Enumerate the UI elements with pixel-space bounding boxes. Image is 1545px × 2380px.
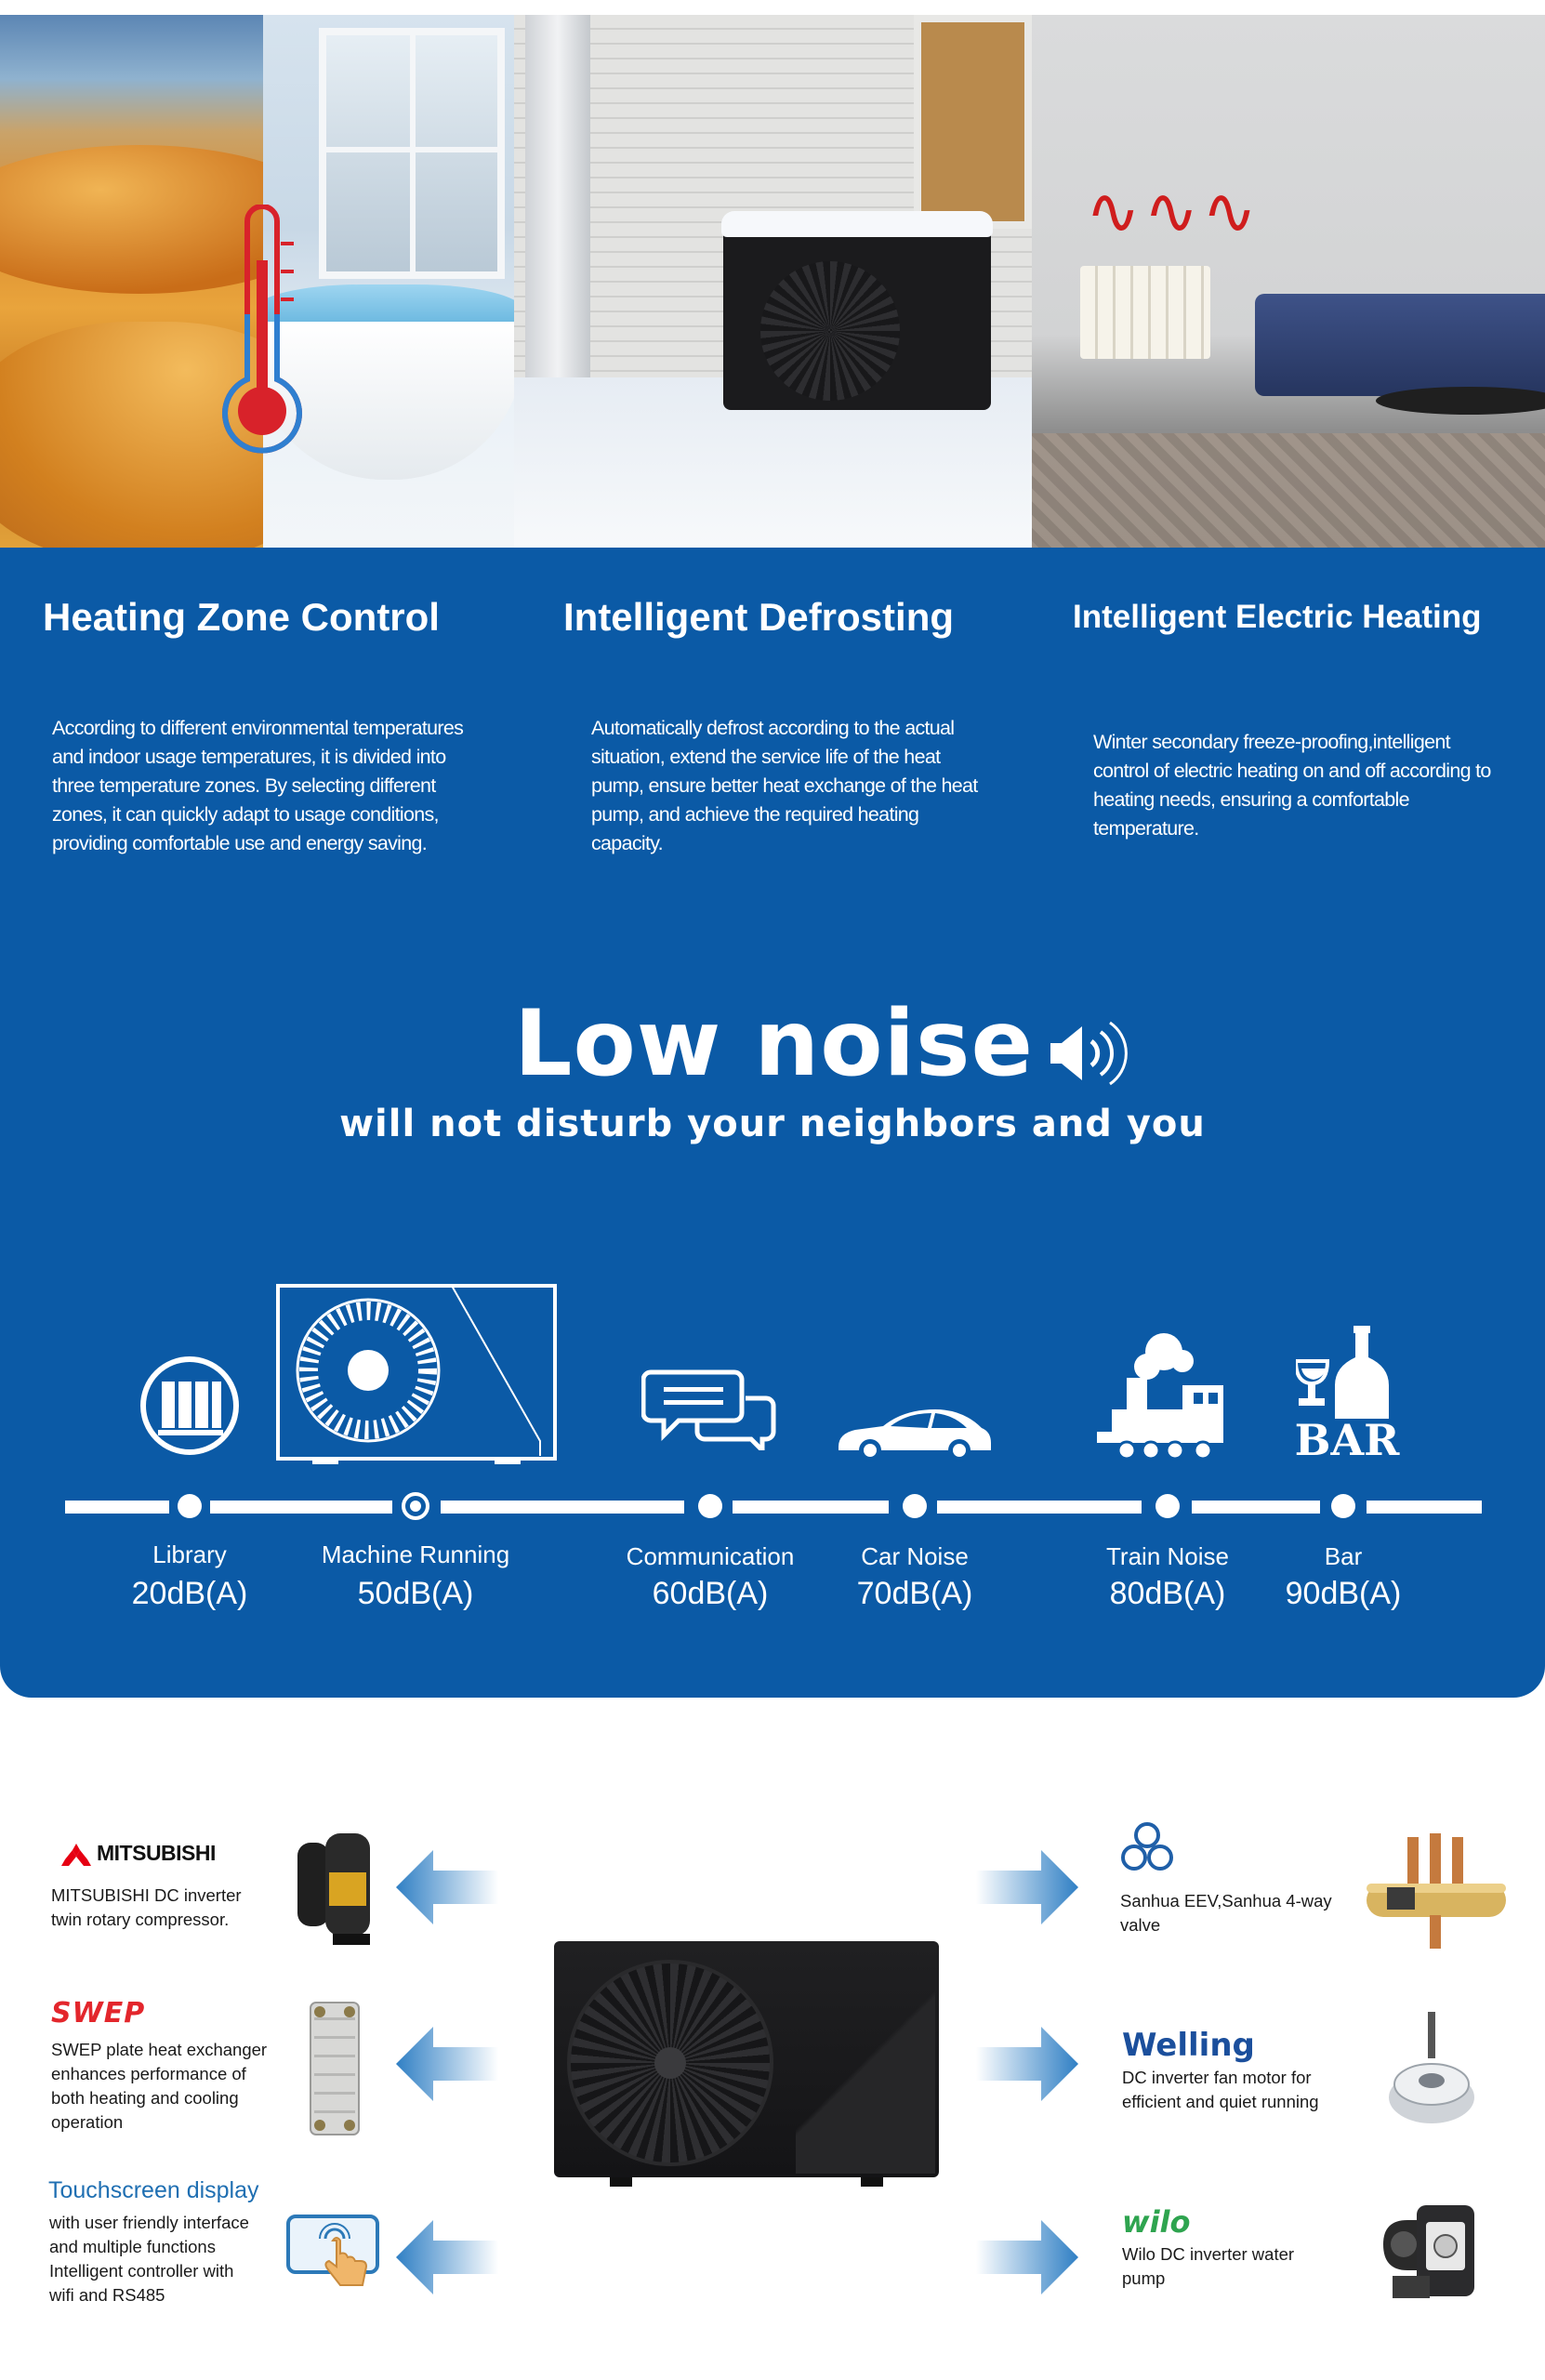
thermometer-icon	[219, 205, 305, 461]
noise-subtitle: will not disturb your neighbors and you	[339, 1103, 1206, 1145]
level-name-machine-running: Machine Running	[321, 1540, 510, 1568]
component-desc-heat-exchanger	[51, 2038, 267, 2135]
component-desc-water-pump	[1122, 2242, 1294, 2291]
scale-segment	[441, 1501, 684, 1514]
living-room-photo	[1032, 15, 1545, 548]
feature-desc-electric-heating: Winter secondary freeze-proofing,intelligent control of electric heating on and off according to heating needs, ensuring a comfortable temperature.	[1093, 731, 1491, 840]
brand-swep: SWEP	[51, 1997, 146, 2030]
desc-line: pump	[1122, 2268, 1166, 2288]
sanhua-logo-icon	[1119, 1822, 1175, 1876]
desc-line: wifi and RS485	[49, 2285, 165, 2305]
level-db-train-noise: 80dB(A)	[1109, 1576, 1226, 1611]
desc-line: DC inverter fan motor for	[1122, 2068, 1312, 2087]
level-name-library: Library	[152, 1540, 227, 1568]
plate-heat-exchanger-icon	[307, 1999, 363, 2138]
arrow-right-icon	[976, 1850, 1078, 1924]
level-db-library: 20dB(A)	[131, 1576, 248, 1611]
desc-line: valve	[1120, 1915, 1161, 1935]
scale-marker-train-noise	[1155, 1494, 1180, 1518]
heat-pump-outline-icon	[275, 1283, 558, 1465]
level-name-bar: Bar	[1324, 1542, 1363, 1570]
scale-segment	[733, 1501, 889, 1514]
bar-sign: BAR	[1294, 1415, 1400, 1465]
compressor-icon	[292, 1830, 376, 1950]
snowy-heat-pump-photo	[514, 15, 1032, 548]
car-icon	[835, 1406, 995, 1463]
arrow-right-icon	[976, 2027, 1078, 2101]
component-desc-touchscreen	[49, 2211, 249, 2307]
desc-line: both heating and cooling	[51, 2088, 239, 2108]
books-icon	[138, 1354, 242, 1458]
feature-title-heating-zone: Heating Zone Control	[43, 595, 440, 639]
level-db-car-noise: 70dB(A)	[856, 1576, 973, 1611]
desc-line: twin rotary compressor.	[51, 1910, 230, 1929]
scale-marker-bar	[1331, 1494, 1355, 1518]
feature-title-defrosting: Intelligent Defrosting	[563, 595, 954, 639]
desc-line: Sanhua EEV,Sanhua 4-way	[1120, 1891, 1332, 1911]
four-way-valve-icon	[1361, 1833, 1512, 1950]
level-db-bar: 90dB(A)	[1285, 1576, 1402, 1611]
speaker-icon	[1049, 1019, 1134, 1088]
water-pump-icon	[1376, 2198, 1482, 2313]
arrow-left-icon	[396, 2027, 498, 2101]
scale-segment	[65, 1501, 169, 1514]
level-db-machine-running: 50dB(A)	[357, 1576, 474, 1611]
train-icon	[1093, 1328, 1242, 1463]
level-name-car-noise: Car Noise	[861, 1542, 969, 1570]
scale-segment	[210, 1501, 392, 1514]
scale-marker-communication	[698, 1494, 722, 1518]
feature-desc-heating-zone: According to different environmental temperatures and indoor usage temperatures, it is divided into three temperature zones. By selecting different zones, it can quickly adapt to usage conditions, providing comfortable use and energy saving.	[52, 717, 464, 854]
touchscreen-icon	[284, 2211, 383, 2293]
component-desc-compressor	[51, 1884, 242, 1932]
component-desc-fan-motor	[1122, 2066, 1319, 2114]
level-name-communication: Communication	[626, 1542, 795, 1570]
component-desc-valve	[1120, 1889, 1332, 1937]
noise-title: Low noise	[514, 991, 1034, 1097]
wine-bottle-icon	[1296, 1324, 1398, 1421]
feature-title-electric-heating: Intelligent Electric Heating	[1073, 599, 1482, 635]
arrow-left-icon	[396, 1850, 498, 1924]
heat-waves-icon: ∿∿∿	[1086, 173, 1261, 249]
brand-mitsubishi: MITSUBISHI	[97, 1841, 216, 1865]
brand-touchscreen: Touchscreen display	[48, 2177, 259, 2203]
feature-desc-defrosting: Automatically defrost according to the actual situation, extend the service life of the heat pump, ensure better heat exchange of the heat pump, and achieve the required heating capacity.	[591, 717, 978, 854]
scale-segment	[937, 1501, 1142, 1514]
desc-line: MITSUBISHI DC inverter	[51, 1885, 242, 1905]
desc-line: operation	[51, 2112, 124, 2132]
desc-line: with user friendly interface	[49, 2213, 249, 2232]
arrow-left-icon	[396, 2220, 498, 2294]
brand-welling: Welling	[1122, 2027, 1255, 2064]
fan-motor-icon	[1383, 2012, 1480, 2129]
heat-pump-unit-image	[554, 1941, 939, 2177]
level-name-train-noise: Train Noise	[1106, 1542, 1229, 1570]
desc-line: Wilo DC inverter water	[1122, 2244, 1295, 2264]
desc-line: and multiple functions	[49, 2237, 216, 2256]
scale-marker-library	[178, 1494, 202, 1518]
scale-segment	[1367, 1501, 1482, 1514]
desc-line: enhances performance of	[51, 2064, 246, 2083]
scale-marker-car-noise	[903, 1494, 927, 1518]
brand-wilo: wilo	[1122, 2204, 1191, 2240]
desc-line: SWEP plate heat exchanger	[51, 2040, 268, 2059]
hero-photo-strip	[0, 15, 1545, 548]
desc-line: efficient and quiet running	[1122, 2092, 1319, 2111]
arrow-right-icon	[976, 2220, 1078, 2294]
scale-segment	[1192, 1501, 1320, 1514]
mitsubishi-logo-icon	[58, 1844, 95, 1866]
scale-marker-machine-running	[402, 1492, 429, 1520]
level-db-communication: 60dB(A)	[652, 1576, 769, 1611]
desc-line: Intelligent controller with	[49, 2261, 234, 2281]
speech-bubbles-icon	[641, 1365, 777, 1450]
